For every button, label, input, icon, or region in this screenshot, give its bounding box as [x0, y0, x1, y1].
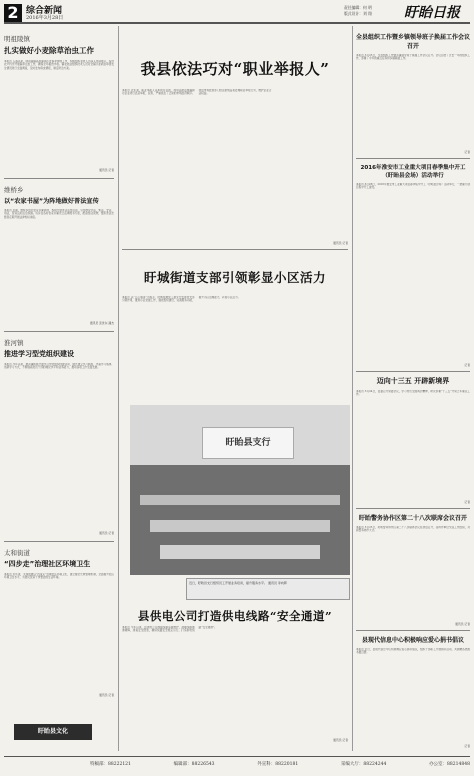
second-body: 本报讯 以“五心服务”为抓手，盱城街道党工委充分发挥党支部引领作用，推进小区党建工作，强化组织建设，完善服务功能，提升小区治理能力，彰显小区活力。 — [122, 296, 241, 303]
column-divider — [352, 26, 353, 751]
editor-credit: 责任编辑：何 明 — [344, 5, 372, 10]
story-body: 本报讯 3月25日，全县组织工作暨乡镇领导班子换届工作会议召开。会议总结了过去一年的组织工作，部署了今年的重点任务和乡镇换届工作。 — [356, 54, 470, 61]
photo-sign: 盱眙县支行 — [202, 427, 294, 459]
story-title: 扎实做好小麦除草治虫工作 — [4, 46, 94, 55]
divider — [4, 331, 114, 332]
photo-desk-row — [160, 545, 320, 559]
divider — [4, 541, 114, 542]
footer-phone: 编辑部：88226543 — [173, 762, 215, 767]
page-number-badge: 2 — [4, 4, 22, 22]
story-title: 县现代信息中心积极响应爱心捐书倡议 — [361, 637, 464, 644]
lead-headline: 我县依法巧对“职业举报人” — [140, 60, 330, 78]
story-body: 本报讯 3月24日，县委召开常委会议，学习传达全国两会精神，研究部署“十三五”开局之年重点工作。 — [356, 390, 470, 397]
footer-phone: 采编大厅：88224244 — [340, 762, 387, 767]
story-credit: 记者 — [464, 363, 470, 367]
center-column — [122, 26, 348, 410]
story-credit: 通讯员 记者 — [99, 168, 114, 172]
story-kicker: 太和街道 — [4, 549, 30, 557]
story-credit: 通讯员 张世东 潘杰 — [89, 321, 114, 325]
story-body: 本报讯 近年来，太和街道以“四步走”治理社区环境卫生，建立健全长效管理机制，全面提升社区环境卫生水平，为居民营造干净整洁的生活环境。 — [4, 573, 114, 580]
footer-rule — [4, 756, 470, 757]
photo-caption: 近日，盱眙县支行组织员工开展业务培训，提升服务水平。 通讯员 李向辉 — [186, 578, 350, 600]
story-title: 推进学习型党组织建设 — [4, 350, 74, 358]
story-kicker: 明祖陵镇 — [4, 35, 30, 43]
story-body: 本报讯 今年以来，淮河镇积极开展学习型党组织创建活动，通过建立学习制度、丰富学习载体、创新学习方式，不断提高党员干部的理论水平和业务能力，推动各项工作全面发展。 — [4, 363, 114, 370]
footer-phone: 外宣科：88220181 — [257, 762, 299, 767]
footer-phone: 特稿部：88222121 — [90, 762, 131, 767]
divider — [356, 371, 470, 372]
divider — [122, 249, 348, 250]
story-body: 本报讯 近期，维桥乡依托农家书屋阵地，积极开展普法宣传活动，引导群众学法、知法、守法、用法，营造良好法治氛围。该乡在各村农家书屋设立法律图书专柜，配备普法读物，组织普法志愿者定期开展法律知识讲座。 — [4, 209, 114, 219]
lead-body: 本报讯 近年来，职业举报人以牟利为目的，利用法律法规漏洞对企业进行恶意举报、投诉，严重扰乱了正常的市场经济秩序。我县市场监管部门依法依规妥善处理职业举报行为，维护企业合法权益。 — [122, 89, 272, 96]
story-title: 迈向十三五 开辟新境界 — [376, 377, 450, 385]
story-title: 全县组织工作暨乡镇领导班子换届工作会议召开 — [356, 34, 471, 50]
culture-logo: 盱眙县文化 — [14, 724, 92, 740]
story-title: “四步走”治理社区环境卫生 — [4, 560, 91, 568]
story-credit: 记者 — [464, 500, 470, 504]
story-kicker: 维桥乡 — [4, 186, 24, 194]
third-headline: 县供电公司打造供电线路“安全通道” — [137, 609, 333, 623]
story-credit: 通讯员 记者 — [455, 622, 470, 626]
third-body: 本报讯 今年以来，县供电公司加强线路巡视维护，清理线路通道树障，排查安全隐患，确保线路安全稳定运行，打造供电线路“安全通道”。 — [122, 626, 217, 633]
header-rule — [4, 22, 470, 24]
second-headline: 盱城街道支部引领彰显小区活力 — [143, 270, 326, 285]
divider — [356, 158, 470, 159]
section-title: 综合新闻 — [26, 6, 63, 16]
divider — [356, 508, 470, 509]
lead-credit: 通讯员 记者 — [333, 241, 348, 245]
issue-date: 2016年3月28日 — [26, 15, 64, 21]
story-body: 本报讯 近日，县现代信息中心积极响应爱心捐书倡议，组织干部职工开展捐书活动，共捐赠各类图书数百册。 — [356, 648, 470, 655]
story-title: 以“农家书屋”为阵地做好普法宣传 — [4, 198, 99, 205]
designer-credit-text: 版式设计：刘 翔 — [344, 11, 372, 16]
story-kicker: 淮河镇 — [4, 339, 24, 347]
story-credit: 记者 — [464, 150, 470, 154]
story-credit: 通讯员 记者 — [99, 531, 114, 535]
story-body: 本报讯 入春以来，明祖陵镇高度重视小麦春季管理工作，积极组织农技人员深入田间地头，指导农户科学开展除草治虫工作，确保全年粮食丰收。镇农技站组织技术人员对全镇小麦病虫草害发生情况进行全面调查，及时发布病虫情报，制定防治方案。 — [4, 60, 114, 70]
left-column — [4, 26, 114, 768]
story-title: 盱眙警务协作区第二十八次联席会议召开 — [358, 515, 467, 522]
story-title: 2016年淮安市工业重大项目春季集中开工（盱眙县会场）活动举行 — [360, 165, 466, 179]
right-column — [356, 26, 470, 748]
column-divider — [118, 26, 119, 751]
divider — [4, 178, 114, 179]
divider — [356, 630, 470, 631]
footer-contacts — [90, 761, 470, 767]
news-photo — [130, 405, 350, 575]
footer-phone: 办公室：88214848 — [429, 762, 470, 767]
third-credit: 通讯员 记者 — [333, 738, 348, 742]
story-credit: 记者 — [464, 744, 470, 748]
photo-desk-row — [140, 495, 340, 505]
photo-desk-row — [150, 520, 330, 532]
story-body: 本报讯 3月25日，盱眙警务协作区第二十八次联席会议在我县召开，各协作单位交流工作经验，共商警务协作大计。 — [356, 526, 470, 533]
masthead-logo: 盱眙日报 — [404, 5, 460, 21]
story-credit: 通讯员 记者 — [99, 693, 114, 697]
story-body: 本报讯 3月26日，2016年淮安市工业重大项目春季集中开工（盱眙县会场）活动举行，一批重大项目集中开工建设。 — [356, 183, 470, 190]
